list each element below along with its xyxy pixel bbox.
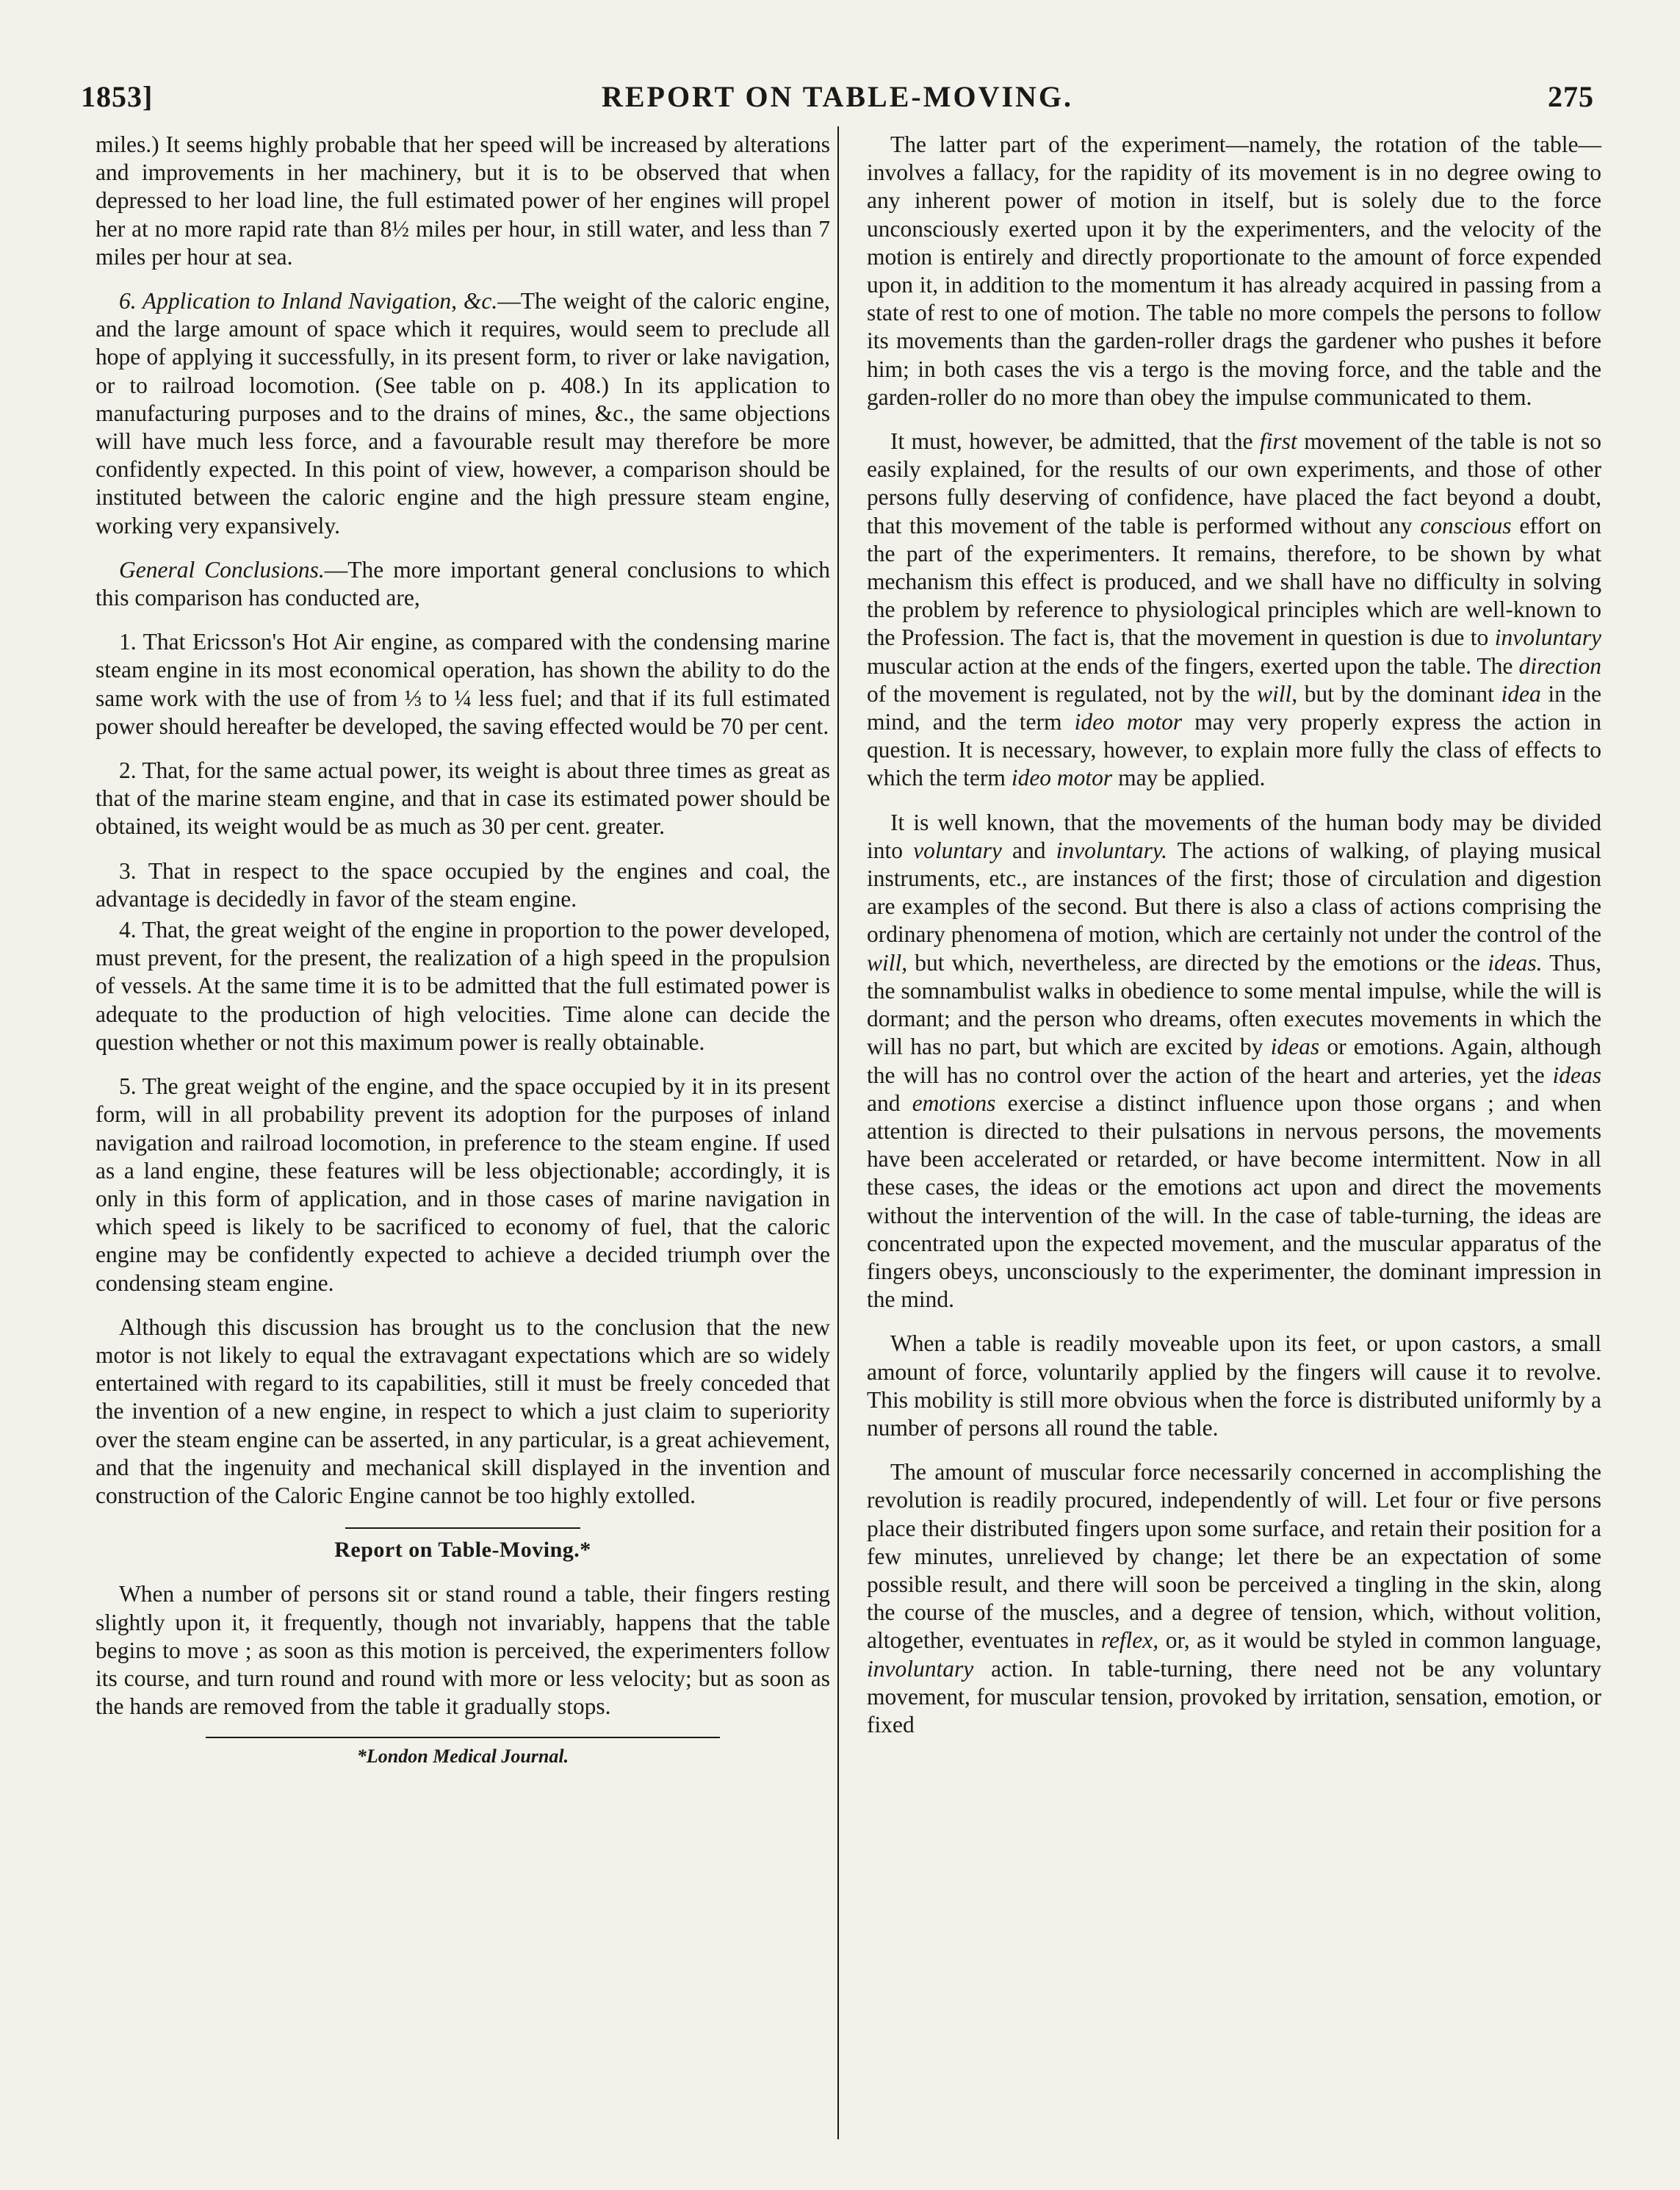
header-year: 1853] (81, 80, 154, 113)
paragraph: The amount of muscular force necessarily concerned in accomplishing the revolution is readily procured, independently of will. Let four or five persons place their distributed fingers upon some surface, and retain their position for a few minutes, unrelieved by change; let there be an expectation of some possible result, and there will soon be perceived a tingling in the skin, along the course of the muscles, and a degree of tension, which, without volition, altogether, eventuates in reflex, or, as it would be styled in common language, involuntary action. In table-turning, there need not be any voluntary movement, for muscular tension, provoked by irritation, sensation, emotion, or fixed (867, 1459, 1601, 1737)
paragraph: General Conclusions.—The more important general conclusions to which this comparison has conducted are, (95, 556, 830, 611)
left-column (95, 131, 830, 1771)
section-rule (345, 1527, 580, 1529)
paragraph: The latter part of the experiment—namely, the rotation of the table—involves a fallacy, for the rapidity of its movement is in no degree owing to any inherent power of motion in itself, but is solely due to the force unconsciously exerted upon it by the experimenters, and the velocity of the motion is entirely and directly proportionate to the amount of force expended upon it, in addition to the momentum it has already acquired in passing from a state of rest to one of motion. The table no more compels the persons to follow its movements than the garden-roller drags the gardener who pushes it before him; in both cases the vis a tergo is the moving force, and the table and the garden-roller do no more than obey the impulse communicated to them. (867, 132, 1601, 410)
paragraph: When a table is readily moveable upon its feet, or upon castors, a small amount of force, voluntarily applied by the fingers will cause it to revolve. This mobility is still more obvious when the force is distributed uniformly by a number of persons all round the table. (867, 1330, 1601, 1441)
section-heading: General Conclusions. (119, 556, 325, 583)
right-column (867, 131, 1601, 1755)
paragraph: miles.) It seems highly probable that her speed will be increased by alterations and improvements in her machinery, but it is to be observed that when depressed to her load line, the full estimated power of her engines will propel her at no more rapid rate than 8½ miles per hour, in still water, and less than 7 miles per hour at sea. (95, 132, 830, 270)
conclusion-item: 5. The great weight of the engine, and the space occupied by it in its present form, will in all probability prevent its adoption for the purposes of inland navigation and railroad locomotion, in preference to the steam engine. If used as a land engine, these features will be less objectionable; accordingly, it is only in this form of application, and in those cases of marine navigation in which speed is likely to be sacrificed to economy of fuel, that the caloric engine may be confidently expected to achieve a decided triumph over the condensing steam engine. (95, 1073, 830, 1296)
conclusion-item: 3. That in respect to the space occupied by the engines and coal, the advantage is decidedly in favor of the steam engine. (95, 857, 830, 912)
conclusion-item: 4. That, the great weight of the engine in proportion to the power developed, must prevent, for the present, the realization of a high speed in the propulsion of vessels. At the same time it is to be admitted that the full estimated power is adequate to the production of high velocities. Time alone can decide the question whether or not this maximum power is really obtainable. (95, 917, 830, 1055)
header-title: REPORT ON TABLE-MOVING. (601, 80, 1074, 113)
article-title: Report on Table-Moving.* (334, 1538, 591, 1563)
footnote: *London Medical Journal. (356, 1746, 569, 1768)
running-header (81, 79, 1594, 123)
paragraph: When a number of persons sit or stand round a table, their fingers resting slightly upon it, it frequently, though not invariably, happens that the table begins to move ; as soon as this motion is perceived, the experimenters follow its course, and turn round and round with more or less velocity; but as soon as the hands are removed from the table it gradually stops. (95, 1581, 830, 1720)
page-number: 275 (1548, 80, 1594, 113)
section-heading: 6. Application to Inland Navigation, &c. (119, 288, 498, 314)
column-divider (837, 126, 839, 2139)
paragraph: Although this discussion has brought us to the conclusion that the new motor is not likely to equal the extravagant expectations which are so widely entertained with regard to its capabilities, still it must be freely conceded that the invention of a new engine, in respect to which a just claim to superiority over the steam engine can be asserted, in any particular, is a great achievement, and that the ingenuity and mechanical skill displayed in the invention and construction of the Caloric Engine cannot be too highly extolled. (95, 1314, 830, 1508)
conclusion-item: 2. That, for the same actual power, its weight is about three times as great as that of the marine steam engine, and that in case its estimated power should be obtained, its weight would be as much as 30 per cent. greater. (95, 757, 830, 840)
conclusion-item: 1. That Ericsson's Hot Air engine, as compared with the condensing marine steam engine in its most economical operation, has shown the ability to do the same work with the use of from ⅓ to ¼ less fuel; and that if its full estimated power should hereafter be developed, the saving effected would be 70 per cent. (95, 629, 830, 739)
paragraph: 6. Application to Inland Navigation, &c.—The weight of the caloric engine, and the large amount of space which it requires, would seem to preclude all hope of applying it successfully, in its present form, to river or lake navigation, or to railroad locomotion. (See table on p. 408.) In its application to manufacturing purposes and to the drains of mines, &c., the same objections will have much less force, and a favourable result may therefore be more confidently expected. In this point of view, however, a comparison should be instituted between the caloric engine and the high pressure steam engine, working very expansively. (95, 288, 830, 539)
paragraph: It must, however, be admitted, that the first movement of the table is not so easily explained, for the results of our own experiments, and those of other persons fully deserving of confidence, have placed the fact beyond a doubt, that this movement of the table is performed without any conscious effort on the part of the experimenters. It remains, therefore, to be shown by what mechanism this effect is produced, and we shall have no difficulty in solving the problem by reference to physiological principles which are well-known to the Profession. The fact is, that the movement in question is due to involuntary muscular action at the ends of the fingers, exerted upon the table. The direction of the movement is regulated, not by the will, but by the dominant idea in the mind, and the term ideo motor may very properly express the action in question. It is necessary, however, to explain more fully the class of effects to which the term ideo motor may be applied. (867, 428, 1601, 791)
paragraph: It is well known, that the movements of the human body may be divided into voluntary and involuntary. The actions of walking, of playing musical instruments, etc., are instances of the first; those of circulation and digestion are examples of the second. But there is also a class of actions comprising the ordinary phenomena of motion, which are certainly not under the control of the will, but which, nevertheless, are directed by the emotions or the ideas. Thus, the somnambulist walks in obedience to some mental impulse, while the will is dormant; and the person who dreams, often executes movements in which the will has no part, but which are excited by ideas or emotions. Again, although the will has no control over the action of the heart and arteries, yet the ideas and emotions exercise a distinct influence upon those organs ; and when attention is directed to their pulsations in nervous persons, the movements have been accelerated or retarded, or have become intermittent. Now in all these cases, the ideas or the emotions act upon and direct the movements without the intervention of the will. In the case of table-turning, the ideas are concentrated upon the expected movement, and the muscular apparatus of the fingers obeys, unconsciously to the experimenter, the dominant impression in the mind. (867, 809, 1601, 1313)
footnote-rule (206, 1737, 720, 1738)
